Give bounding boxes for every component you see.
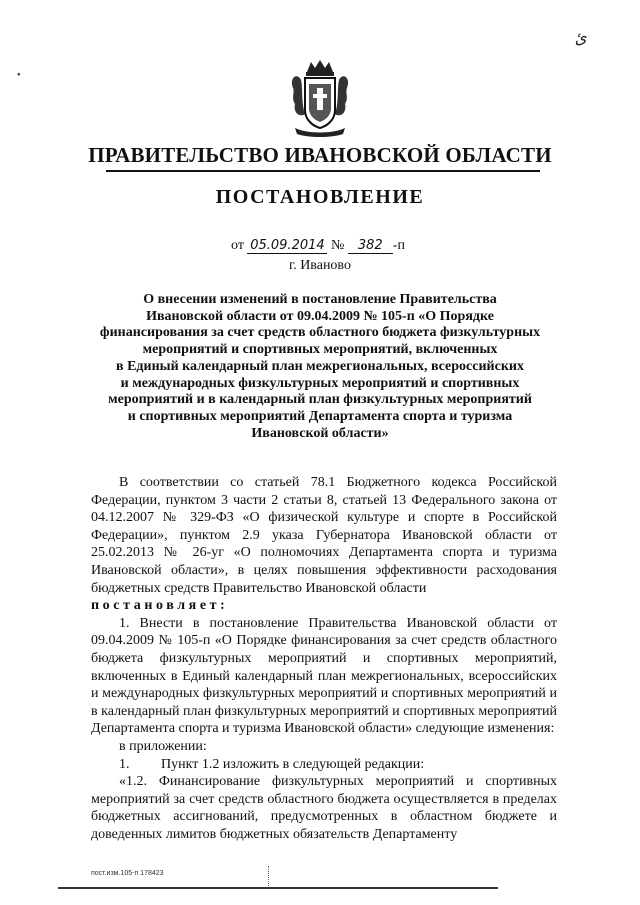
- subject-line: мероприятий и спортивных мероприятий, включенных: [142, 342, 498, 358]
- subject-line: в Единый календарный план межрегиональных, всероссийских: [116, 358, 524, 374]
- preamble-paragraph: В соответствии со статьей 78.1 Бюджетного кодекса Российской Федерации, пунктом 3 части 2 статьи 8, статьей 13 Федерального закона от 04.12.2007 № 329-ФЗ «О физической культуре и спорте в Российской Федерации», пунктом 2.9 указа Губернатора Ивановской области от 25.02.2013 № 26-уг «О полномочиях Департамента спорта и туризма Ивановской области», в целях повышения эффективности расходования бюджетных средств Правительство Ивановской области: [91, 475, 557, 596]
- coat-of-arms-emblem: [287, 58, 353, 138]
- title-underline: [106, 170, 540, 172]
- decree-number: 382: [348, 238, 393, 254]
- handwritten-mark: ئ: [572, 29, 588, 48]
- subject-line: и международных физкультурных мероприятий и спортивных: [120, 375, 520, 391]
- date-prefix: от: [231, 238, 244, 253]
- subject-line: и спортивных мероприятий Департамента спорта и туризма: [127, 408, 513, 424]
- quoted-clause: «1.2. Финансирование физкультурных мероприятий и спортивных мероприятий за счет средств областного бюджета осуществляется в пределах бюджетных ассигнований, предусмотренных в областном бюджете и доведенных лимитов бюджетных обязательств Департаменту: [91, 774, 557, 842]
- item-1-paragraph: 1. Внести в постановление Правительства Ивановской области от 09.04.2009 № 105-п «О Порядке финансирования за счет средств областного бюджета физкультурных мероприятий и спортивных мероприятий, включенных в Единый календарный план межрегиональных, всероссийских и международных физкультурных мероприятий и спортивных мероприятий и в календарный план физкультурных мероприятий и спортивных мероприятий Департамента спорта и туризма Ивановской области» следующие изменения:: [91, 615, 557, 737]
- subject-line: Ивановской области от 09.04.2009 № 105-п «О Порядке: [146, 308, 494, 324]
- decree-subject: [70, 292, 570, 442]
- sub-item-number: 1.: [119, 756, 130, 772]
- government-title: ПРАВИТЕЛЬСТВО ИВАНОВСКОЙ ОБЛАСТИ: [88, 143, 552, 167]
- decree-date: 05.09.2014: [247, 238, 327, 254]
- subject-line: финансирования за счет средств областного бюджета физкультурных: [99, 325, 541, 341]
- in-annex-line: в приложении:: [119, 738, 207, 754]
- decree-body: [91, 474, 557, 843]
- sub-item-text: Пункт 1.2 изложить в следующей редакции:: [161, 756, 425, 772]
- subject-line: мероприятий и в календарный план физкультурных мероприятий: [108, 392, 532, 408]
- subject-line: О внесении изменений в постановление Правительства: [143, 292, 497, 307]
- decree-type: ПОСТАНОВЛЕНИЕ: [215, 186, 425, 208]
- subject-line: Ивановской области»: [251, 425, 389, 441]
- document-code: пост.изм.105-п 178423: [91, 870, 164, 877]
- scan-dot: •: [17, 70, 21, 81]
- sub-item-line: [91, 756, 557, 774]
- date-number-line: [231, 238, 405, 254]
- scan-artifact: [268, 866, 270, 888]
- bottom-rule: [58, 887, 498, 889]
- number-suffix: -п: [392, 238, 405, 253]
- city: г. Иваново: [289, 258, 351, 273]
- number-prefix: №: [330, 238, 345, 253]
- resolves-word: постановляет:: [91, 598, 229, 614]
